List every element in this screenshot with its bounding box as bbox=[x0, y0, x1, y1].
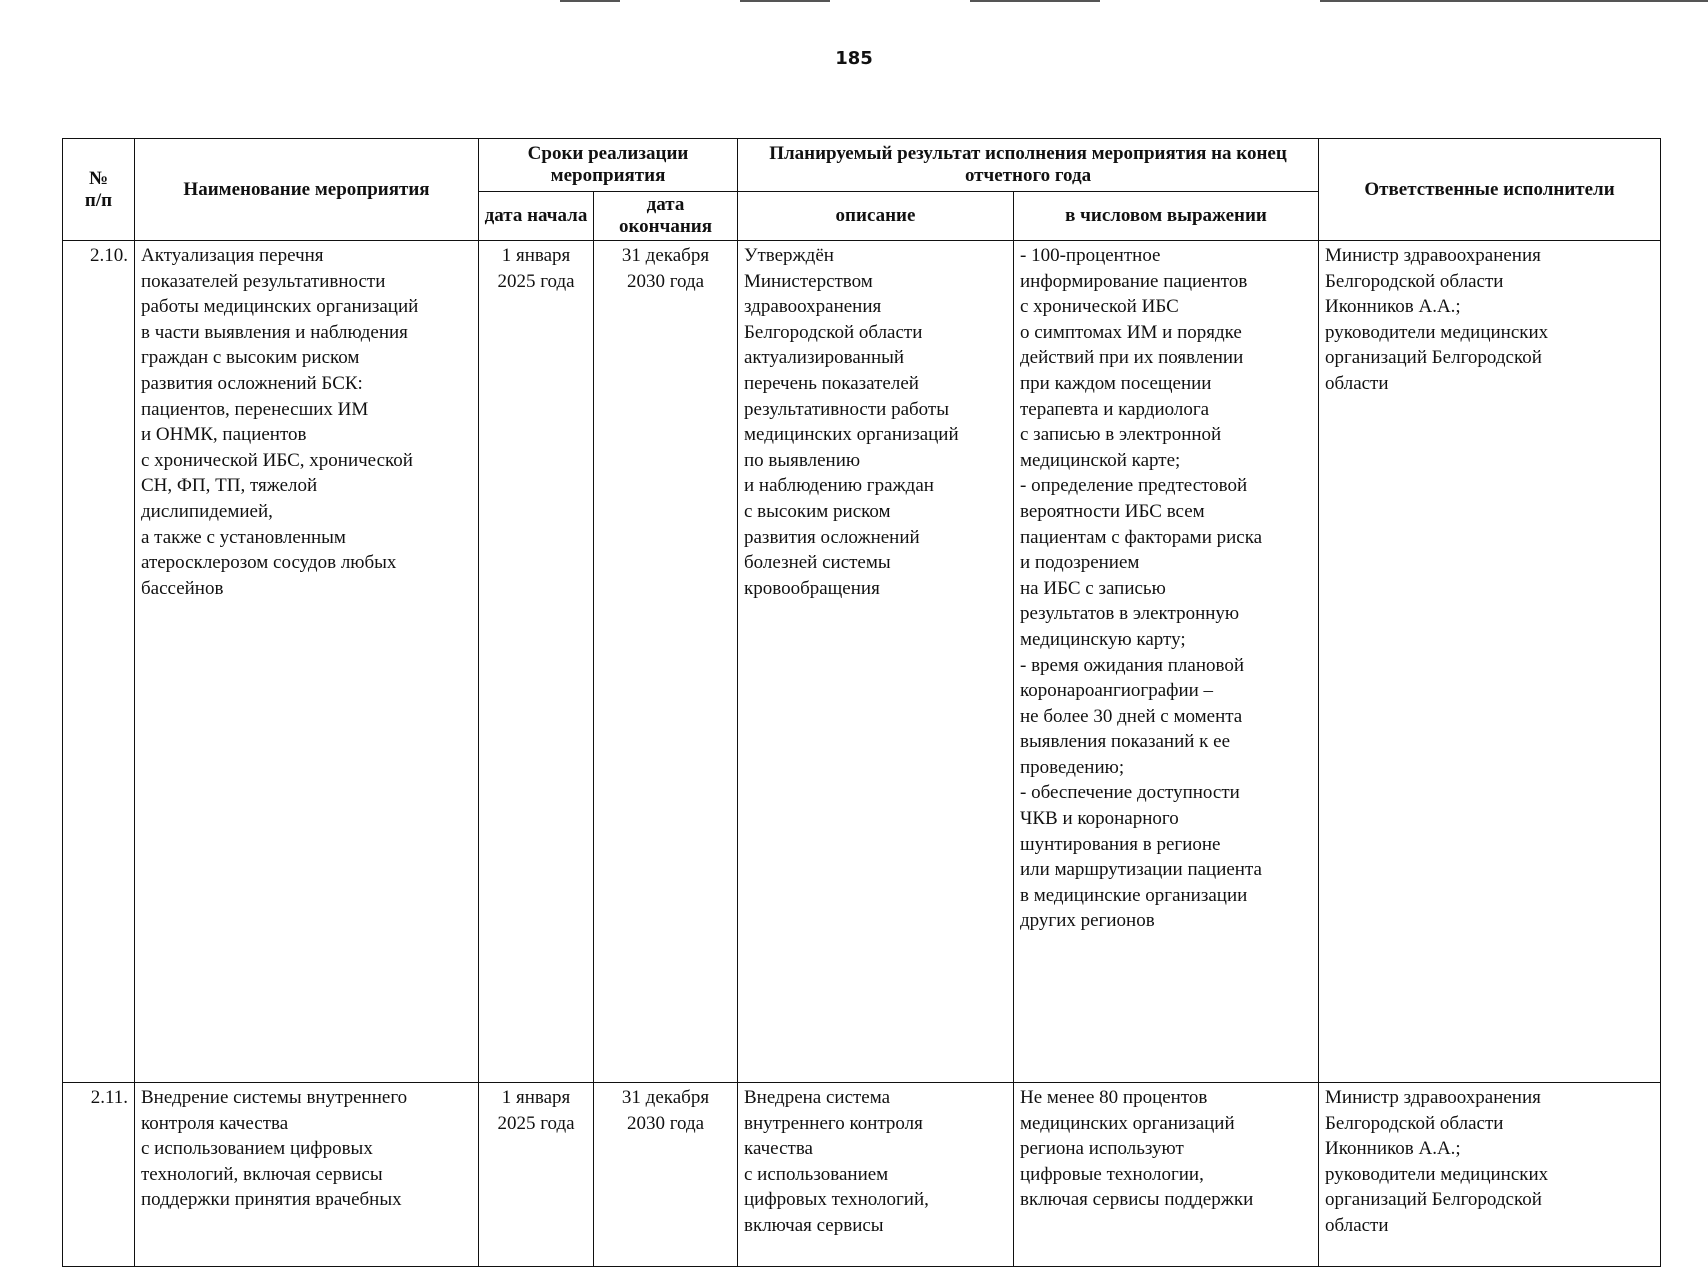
result-description-line: болезней системы bbox=[744, 552, 891, 574]
result-numeric-line: не более 30 дней с момента bbox=[1020, 705, 1243, 727]
activity-name-line: бассейнов bbox=[141, 577, 224, 599]
result-numeric-line: при каждом посещении bbox=[1020, 372, 1212, 394]
result-numeric-line: проведению; bbox=[1020, 756, 1125, 778]
result-numeric-line: информирование пациентов bbox=[1020, 270, 1248, 292]
result-numeric-line: пациентам с факторами риска bbox=[1020, 526, 1263, 548]
activity-name bbox=[135, 1083, 479, 1267]
start-date bbox=[479, 1083, 594, 1267]
activity-name-line: с использованием цифровых bbox=[141, 1138, 373, 1160]
responsible-executors-line: области bbox=[1325, 372, 1389, 394]
result-numeric-line: и подозрением bbox=[1020, 552, 1140, 574]
row-number: 2.11. bbox=[63, 1083, 135, 1267]
activity-plan-table bbox=[62, 138, 1661, 1267]
result-numeric-line: других регионов bbox=[1020, 910, 1155, 932]
result-description bbox=[738, 1083, 1014, 1267]
result-description-line: актуализированный bbox=[744, 347, 905, 369]
responsible-executors bbox=[1319, 241, 1661, 1083]
result-description-line: перечень показателей bbox=[744, 372, 919, 394]
table-header bbox=[63, 139, 1661, 241]
page-number: 185 bbox=[835, 48, 873, 69]
start-date-line: 2025 года bbox=[497, 270, 575, 292]
activity-name-line: дислипидемией, bbox=[141, 500, 273, 522]
result-numeric-line: в медицинские организации bbox=[1020, 884, 1248, 906]
responsible-executors-line: Белгородской области bbox=[1325, 270, 1504, 292]
activity-name bbox=[135, 241, 479, 1083]
result-numeric-line: на ИБС с записью bbox=[1020, 577, 1166, 599]
header-description: описание bbox=[738, 192, 1014, 241]
activity-name-line: показателей результативности bbox=[141, 270, 386, 292]
result-numeric-line: выявления показаний к ее bbox=[1020, 731, 1231, 753]
header-responsible: Ответственные исполнители bbox=[1319, 139, 1661, 241]
result-description-line: кровообращения bbox=[744, 577, 880, 599]
end-date-line: 2030 года bbox=[626, 270, 705, 292]
activity-name-line: работы медицинских организаций bbox=[141, 296, 419, 318]
result-numeric-line: - определение предтестовой bbox=[1020, 475, 1248, 497]
start-date bbox=[479, 241, 594, 1083]
result-numeric-line: с записью в электронной bbox=[1020, 424, 1222, 446]
result-numeric-line: медицинскую карту; bbox=[1020, 628, 1186, 650]
result-description-line: здравоохранения bbox=[744, 296, 882, 318]
result-numeric-line: - время ожидания плановой bbox=[1020, 654, 1245, 676]
result-description-line: включая сервисы bbox=[744, 1214, 884, 1236]
result-description-line: результативности работы bbox=[744, 398, 949, 420]
result-numeric-line: коронароангиографии – bbox=[1020, 680, 1214, 702]
result-description-line: качества bbox=[744, 1138, 813, 1160]
result-description-line: Белгородской области bbox=[744, 321, 923, 343]
responsible-executors-line: организаций Белгородской bbox=[1325, 1189, 1542, 1211]
end-date-line: 31 декабря bbox=[621, 245, 710, 266]
activity-name-line: развития осложнений БСК: bbox=[141, 372, 363, 394]
result-numeric-line: - обеспечение доступности bbox=[1020, 782, 1240, 804]
responsible-executors-line: Министр здравоохранения bbox=[1325, 245, 1541, 266]
activity-name-line: Актуализация перечня bbox=[141, 245, 324, 266]
result-numeric bbox=[1014, 241, 1319, 1083]
result-numeric bbox=[1014, 1083, 1319, 1267]
end-date-line: 2030 года bbox=[626, 1112, 705, 1134]
start-date-line: 1 января bbox=[501, 245, 571, 266]
result-description-line: медицинских организаций bbox=[744, 424, 959, 446]
header-number: № п/п bbox=[63, 139, 135, 241]
activity-name-line: технологий, включая сервисы bbox=[141, 1163, 383, 1185]
activity-name-line: и ОНМК, пациентов bbox=[141, 424, 307, 446]
start-date-line: 2025 года bbox=[497, 1112, 575, 1134]
header-end-date: дата окончания bbox=[594, 192, 738, 241]
activity-name-line: контроля качества bbox=[141, 1112, 289, 1134]
activity-name-line: атеросклерозом сосудов любых bbox=[141, 552, 397, 574]
responsible-executors-line: Иконников А.А.; bbox=[1325, 296, 1461, 318]
scan-edge-marks bbox=[0, 0, 1708, 4]
responsible-executors bbox=[1319, 1083, 1661, 1267]
table-body bbox=[63, 241, 1661, 1267]
result-description-line: развития осложнений bbox=[744, 526, 920, 548]
result-numeric-line: о симптомах ИМ и порядке bbox=[1020, 321, 1242, 343]
header-start-date: дата начала bbox=[479, 192, 594, 241]
header-name: Наименование мероприятия bbox=[135, 139, 479, 241]
result-numeric-line: терапевта и кардиолога bbox=[1020, 398, 1210, 420]
responsible-executors-line: руководители медицинских bbox=[1325, 1163, 1549, 1185]
result-numeric-line: или маршрутизации пациента bbox=[1020, 859, 1262, 881]
result-numeric-line: региона используют bbox=[1020, 1138, 1184, 1160]
result-numeric-line: действий при их появлении bbox=[1020, 347, 1244, 369]
responsible-executors-line: Белгородской области bbox=[1325, 1112, 1504, 1134]
row-number: 2.10. bbox=[63, 241, 135, 1083]
activity-name-line: пациентов, перенесших ИМ bbox=[141, 398, 369, 420]
header-result: Планируемый результат исполнения мероприятия на конец отчетного года bbox=[738, 139, 1319, 192]
activity-name-line: Внедрение системы внутреннего bbox=[141, 1087, 408, 1108]
header-numeric: в числовом выражении bbox=[1014, 192, 1319, 241]
result-description-line: с использованием bbox=[744, 1163, 889, 1185]
result-numeric-line: медицинских организаций bbox=[1020, 1112, 1235, 1134]
start-date-line: 1 января bbox=[501, 1087, 571, 1108]
header-terms: Сроки реализации мероприятия bbox=[479, 139, 738, 192]
result-numeric-line: с хронической ИБС bbox=[1020, 296, 1179, 318]
result-numeric-line: ЧКВ и коронарного bbox=[1020, 808, 1179, 830]
result-description-line: внутреннего контроля bbox=[744, 1112, 923, 1134]
activity-name-line: а также с установленным bbox=[141, 526, 346, 548]
end-date-line: 31 декабря bbox=[621, 1087, 710, 1108]
table-row bbox=[63, 1083, 1661, 1267]
result-numeric-line: Не менее 80 процентов bbox=[1020, 1087, 1208, 1108]
responsible-executors-line: Министр здравоохранения bbox=[1325, 1087, 1541, 1108]
activity-name-line: поддержки принятия врачебных bbox=[141, 1189, 402, 1211]
result-numeric-line: шунтирования в регионе bbox=[1020, 833, 1221, 855]
result-numeric-line: включая сервисы поддержки bbox=[1020, 1189, 1254, 1211]
result-numeric-line: вероятности ИБС всем bbox=[1020, 500, 1205, 522]
activity-name-line: граждан с высоким риском bbox=[141, 347, 360, 369]
responsible-executors-line: руководители медицинских bbox=[1325, 321, 1549, 343]
table-row bbox=[63, 241, 1661, 1083]
activity-name-line: в части выявления и наблюдения bbox=[141, 321, 408, 343]
result-numeric-line: - 100-процентное bbox=[1020, 245, 1161, 266]
result-numeric-line: цифровые технологии, bbox=[1020, 1163, 1204, 1185]
result-description-line: Утверждён bbox=[744, 245, 834, 266]
result-numeric-line: медицинской карте; bbox=[1020, 449, 1181, 471]
result-description-line: и наблюдению граждан bbox=[744, 475, 934, 497]
activity-name-line: с хронической ИБС, хронической bbox=[141, 449, 413, 471]
responsible-executors-line: области bbox=[1325, 1214, 1389, 1236]
end-date bbox=[594, 241, 738, 1083]
result-numeric-line: результатов в электронную bbox=[1020, 603, 1240, 625]
end-date bbox=[594, 1083, 738, 1267]
result-description bbox=[738, 241, 1014, 1083]
result-description-line: Министерством bbox=[744, 270, 873, 292]
responsible-executors-line: организаций Белгородской bbox=[1325, 347, 1542, 369]
activity-name-line: СН, ФП, ТП, тяжелой bbox=[141, 475, 318, 497]
responsible-executors-line: Иконников А.А.; bbox=[1325, 1138, 1461, 1160]
result-description-line: по выявлению bbox=[744, 449, 861, 471]
result-description-line: Внедрена система bbox=[744, 1087, 891, 1108]
result-description-line: с высоким риском bbox=[744, 500, 891, 522]
result-description-line: цифровых технологий, bbox=[744, 1189, 929, 1211]
